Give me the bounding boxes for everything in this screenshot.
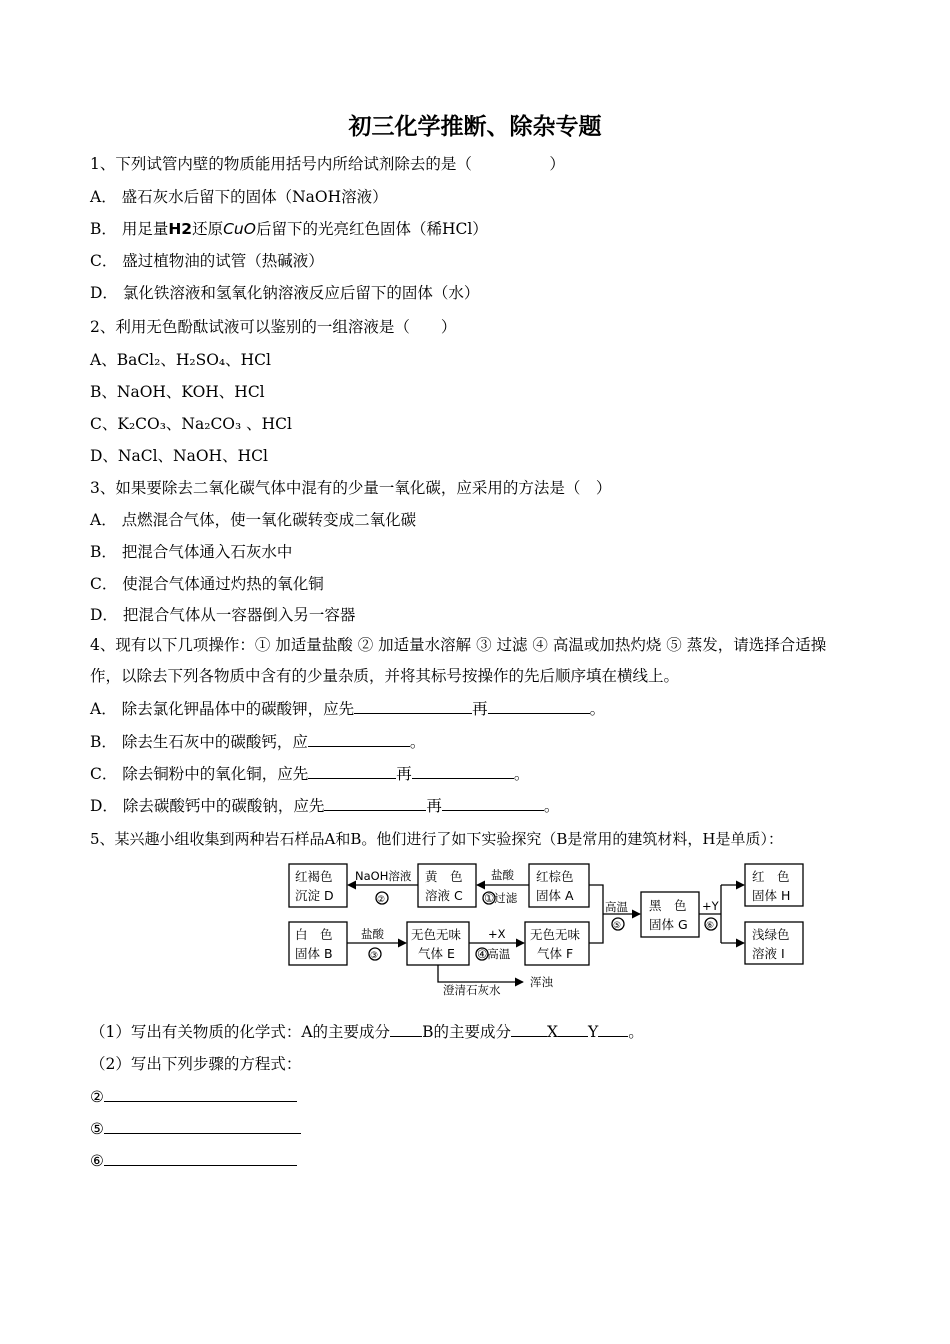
q1-option-c: C． 盛过植物油的试管（热碱液） (90, 252, 324, 270)
q5-sub2: （2）写出下列步骤的方程式： (90, 1055, 302, 1073)
label-hcl-1: 盐酸 (491, 868, 514, 882)
q4-a-end: 。 (589, 700, 606, 718)
q5-blank-b[interactable] (511, 1021, 547, 1037)
q4-option-a (90, 698, 605, 719)
box-f-line1: 无色无味 (530, 927, 581, 942)
box-g-line2: 固体 G (649, 917, 688, 932)
q5-eq-6-label: ⑥ (90, 1152, 104, 1170)
box-g-line1: 黑 色 (649, 898, 687, 913)
label-high-temp-5: 高温 (605, 900, 628, 914)
q1-b-post: 后留下的光亮红色固体（稀HCl） (255, 220, 488, 238)
label-step-5: ⑤ (613, 921, 622, 931)
label-plus-x: +X (488, 927, 506, 941)
q4-c-blank-1[interactable] (308, 763, 396, 779)
q4-d-end: 。 (543, 797, 560, 815)
q4-c-text: C． 除去铜粉中的氧化铜，应先 (90, 765, 309, 783)
box-c-line1: 黄 色 (425, 869, 463, 884)
arrow-e-to-limewater (438, 965, 523, 982)
q4-a-blank-2[interactable] (488, 698, 590, 714)
page-title: 初三化学推断、除杂专题 (348, 113, 602, 140)
q2-stem: 2、利用无色酚酞试液可以鉴别的一组溶液是（ ） (90, 318, 457, 336)
label-filter: ①过滤 (484, 891, 518, 905)
q4-d-then: 再 (426, 797, 442, 815)
q5-eq-5-blank[interactable] (104, 1118, 301, 1134)
q1-b-cuo: CuO (223, 220, 256, 238)
q3-option-b: B． 把混合气体通入石灰水中 (90, 543, 293, 561)
q4-c-blank-2[interactable] (412, 763, 514, 779)
box-c-line2: 溶液 C (425, 888, 463, 903)
q4-d-blank-2[interactable] (442, 795, 544, 811)
q4-stem-line2: 作，以除去下列各物质中含有的少量杂质，并将其标号按操作的先后顺序填在横线上。 (90, 667, 680, 685)
label-step-2: ② (377, 895, 386, 905)
q2-option-b: B、NaOH、KOH、HCl (90, 383, 265, 401)
q1-b-pre: B． 用足量 (90, 220, 169, 238)
q4-a-blank-1[interactable] (354, 698, 472, 714)
q5-sub1-end: 。 (628, 1023, 644, 1041)
q5-sub1-b: B的主要成分 (422, 1023, 511, 1041)
label-hcl-2: 盐酸 (361, 927, 384, 941)
label-naoh: NaOH溶液 (355, 869, 412, 883)
q1-stem: 1、下列试管内壁的物质能用括号内所给试剂除去的是（ ） (90, 155, 565, 173)
box-a-line2: 固体 A (536, 888, 574, 903)
label-turbid: 浑浊 (530, 975, 553, 989)
q1-option-d: D． 氯化铁溶液和氢氧化钠溶液反应后留下的固体（水） (90, 284, 480, 302)
q5-eq-5 (90, 1118, 301, 1139)
box-e-line1: 无色无味 (411, 927, 462, 942)
q1-b-h2: H2 (168, 220, 193, 238)
q1-option-b (90, 219, 488, 239)
q5-eq-2-blank[interactable] (104, 1086, 297, 1102)
q5-blank-y[interactable] (598, 1021, 628, 1037)
label-step-6: ⑥ (706, 921, 715, 931)
label-limewater: 澄清石灰水 (443, 983, 501, 997)
q3-stem: 3、如果要除去二氧化碳气体中混有的少量一氧化碳，应采用的方法是（ ） (90, 479, 612, 497)
label-plus-y: +Y (702, 899, 719, 913)
q4-a-then: 再 (472, 700, 488, 718)
q5-eq-2 (90, 1086, 297, 1107)
q4-option-c (90, 763, 529, 784)
box-d-line1: 红褐色 (295, 869, 333, 884)
q5-eq-5-label: ⑤ (90, 1120, 104, 1138)
q4-c-end: 。 (513, 765, 530, 783)
q5-blank-x[interactable] (558, 1021, 588, 1037)
q2-option-a: A、BaCl₂、H₂SO₄、HCl (90, 351, 271, 369)
q2-option-d: D、NaCl、NaOH、HCl (90, 447, 268, 465)
q4-option-d (90, 795, 559, 816)
connector-a-f (589, 885, 603, 943)
q3-option-c: C． 使混合气体通过灼热的氧化铜 (90, 575, 324, 593)
q4-option-b (90, 731, 425, 752)
box-a-line1: 红棕色 (536, 869, 574, 884)
box-i-line2: 溶液 I (752, 946, 785, 961)
q4-b-end: 。 (409, 733, 426, 751)
q4-b-blank[interactable] (308, 731, 410, 747)
box-i-line1: 浅绿色 (752, 927, 790, 942)
q5-sub1-y: Y (588, 1023, 599, 1041)
q4-a-text: A． 除去氯化钾晶体中的碳酸钾，应先 (90, 700, 355, 718)
box-h-line2: 固体 H (752, 888, 791, 903)
box-d-line2: 沉淀 D (295, 888, 334, 903)
label-high-temp-4: ④高温 (477, 947, 511, 961)
q1-option-a: A． 盛石灰水后留下的固体（NaOH溶液） (90, 188, 388, 206)
box-b-line1: 白 色 (295, 927, 333, 942)
q4-d-text: D． 除去碳酸钙中的碳酸钠，应先 (90, 797, 325, 815)
label-step-3: ③ (370, 951, 379, 961)
q3-option-d: D． 把混合气体从一容器倒入另一容器 (90, 606, 356, 624)
q5-blank-a[interactable] (390, 1021, 422, 1037)
q4-c-then: 再 (396, 765, 412, 783)
q5-sub1-x: X (546, 1023, 559, 1041)
box-e-line2: 气体 E (418, 946, 455, 961)
q3-option-a: A． 点燃混合气体，使一氧化碳转变成二氧化碳 (90, 511, 417, 529)
q4-stem-line1: 4、现有以下几项操作：① 加适量盐酸 ② 加适量水溶解 ③ 过滤 ④ 高温或加热灼烧 ⑤ 蒸发，请选择合适操 (90, 636, 827, 654)
q5-stem: 5、某兴趣小组收集到两种岩石样品A和B。他们进行了如下实验探究（B是常用的建筑材料，H是单质）： (90, 830, 784, 848)
box-b-line2: 固体 B (295, 946, 333, 961)
box-f-line2: 气体 F (537, 946, 574, 961)
q4-d-blank-1[interactable] (324, 795, 426, 811)
box-h-line1: 红 色 (752, 869, 790, 884)
q5-eq-6 (90, 1150, 297, 1171)
q4-b-text: B． 除去生石灰中的碳酸钙，应 (90, 733, 308, 751)
q1-b-mid: 还原 (192, 220, 224, 238)
q5-sub1 (90, 1021, 644, 1042)
q5-sub1-text: （1）写出有关物质的化学式：A的主要成分 (90, 1023, 391, 1041)
q5-eq-2-label: ② (90, 1088, 104, 1106)
flowchart-diagram (285, 858, 810, 1003)
q2-option-c: C、K₂CO₃、Na₂CO₃ 、HCl (90, 415, 292, 433)
q5-eq-6-blank[interactable] (104, 1150, 297, 1166)
